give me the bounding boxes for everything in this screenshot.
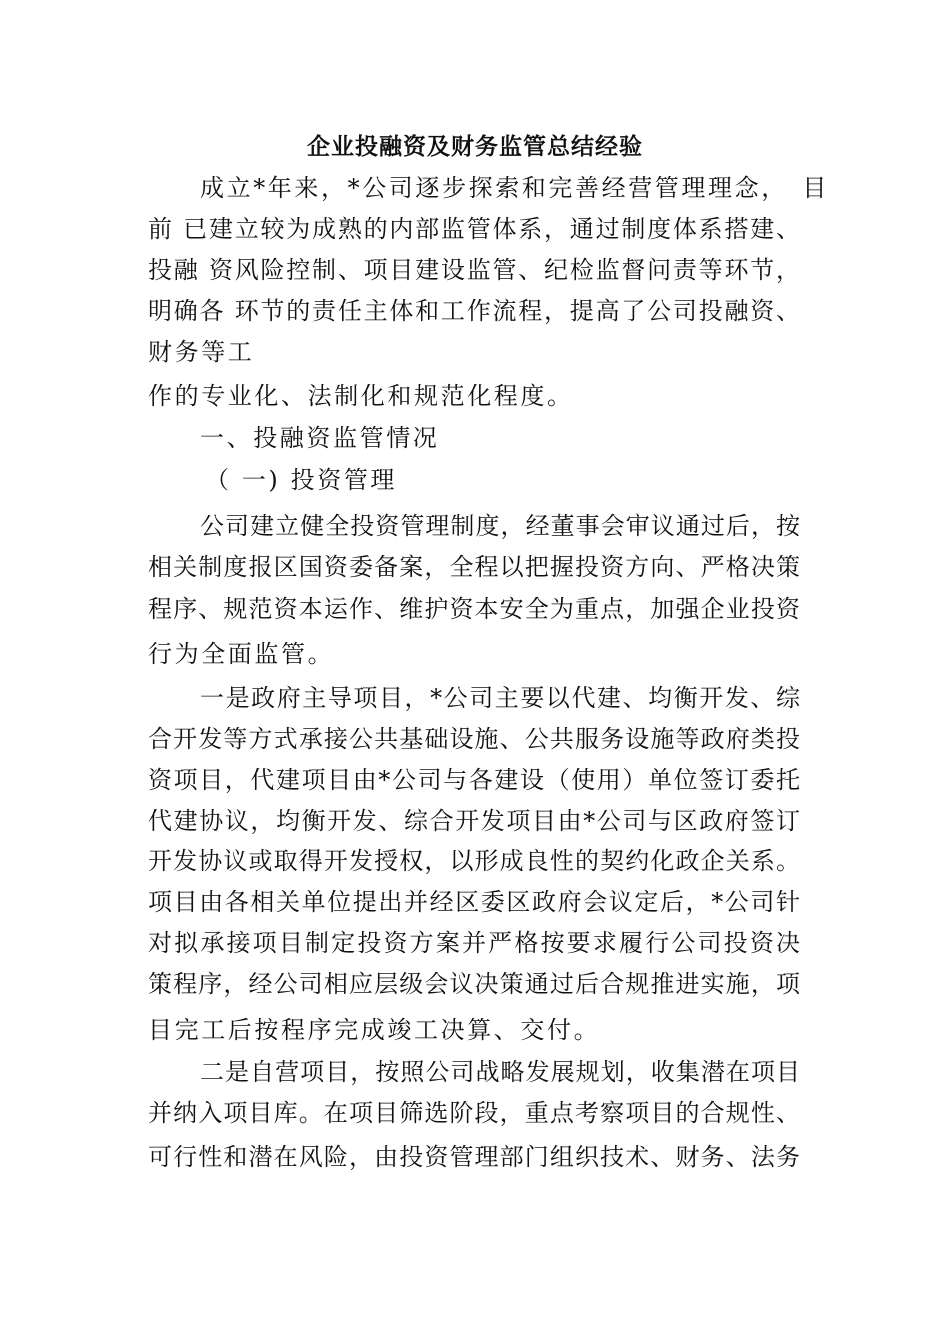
para-3-line-1: 二是自营项目，按照公司战略发展规划，收集潜在项目 [200,1058,800,1086]
intro-line-1: 成立*年来，*公司逐步探索和完善经营管理理念， 目 [200,174,829,202]
para-2-line-6: 项目由各相关单位提出并经区委区政府会议定后，*公司针 [148,888,800,916]
intro-line-3: 投融 资风险控制、项目建设监管、纪检监督问责等环节， [148,256,800,284]
intro-line-2: 前 已建立较为成熟的内部监管体系，通过制度体系搭建、 [148,215,800,243]
para-2-line-7: 对拟承接项目制定投资方案并严格按要求履行公司投资决 [148,929,800,957]
para-2-line-4: 代建协议，均衡开发、综合开发项目由*公司与区政府签订 [148,807,800,835]
para-2-line-5: 开发协议或取得开发授权，以形成良性的契约化政企关系。 [148,847,800,875]
para-1-line-1: 公司建立健全投资管理制度，经董事会审议通过后，按 [200,512,800,540]
intro-line-4: 明确各 环节的责任主体和工作流程，提高了公司投融资、 [148,297,800,325]
para-1-line-2: 相关制度报区国资委备案，全程以把握投资方向、严格决策 [148,553,800,581]
intro-line-6: 作的专业化、法制化和规范化程度。 [148,382,574,410]
para-2-line-8: 策程序，经公司相应层级会议决策通过后合规推进实施，项 [148,970,800,998]
para-1-line-3: 程序、规范资本运作、维护资本安全为重点，加强企业投资 [148,595,800,623]
para-3-line-2: 并纳入项目库。在项目筛选阶段，重点考察项目的合规性、 [148,1099,800,1127]
intro-line-5: 财务等工 [148,338,255,366]
para-3-line-3: 可行性和潜在风险，由投资管理部门组织技术、财务、法务 [148,1143,800,1171]
para-2-line-9: 目完工后按程序完成竣工决算、交付。 [148,1016,601,1044]
para-2-line-3: 资项目，代建项目由*公司与各建设（使用）单位签订委托 [148,766,800,794]
para-2-line-1: 一是政府主导项目，*公司主要以代建、均衡开发、综 [200,684,800,712]
document-title: 企业投融资及财务监管总结经验 [307,133,643,160]
para-2-line-2: 合开发等方式承接公共基础设施、公共服务设施等政府类投 [148,725,800,753]
para-1-line-4: 行为全面监管。 [148,640,335,668]
section-heading: 一、投融资监管情况 [200,424,440,452]
subsection-heading: （ 一) 投资管理 [205,466,398,494]
